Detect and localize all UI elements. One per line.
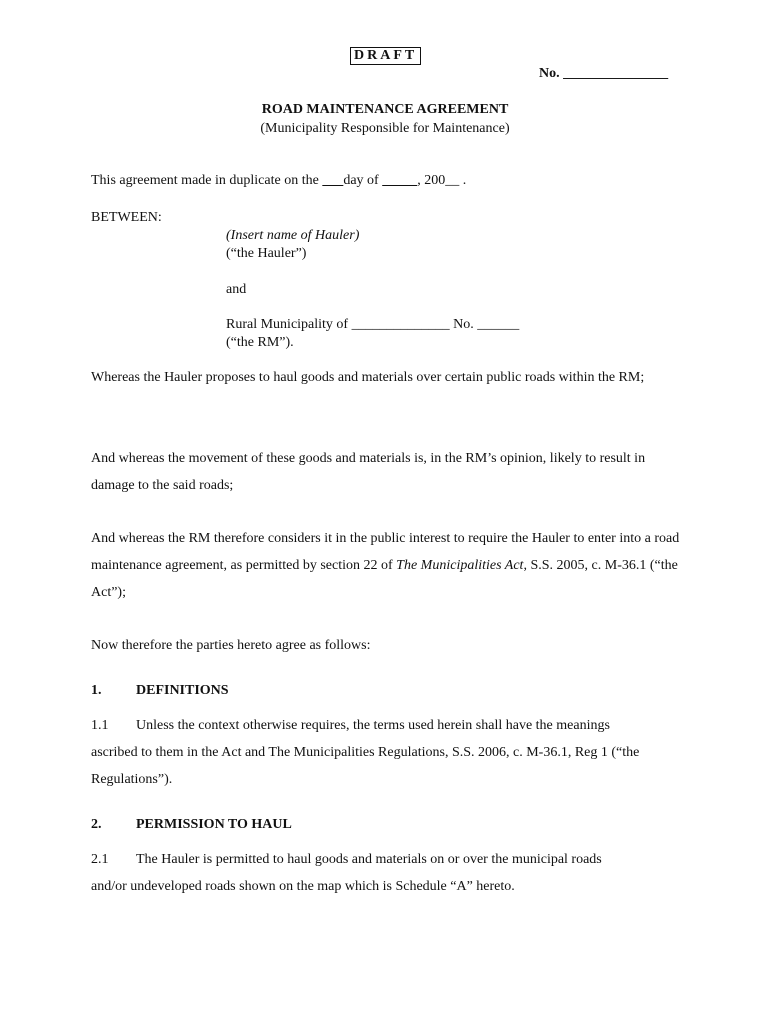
intro-text-a: This agreement made in duplicate on the bbox=[91, 173, 323, 188]
agreement-number: No. _______________ bbox=[539, 66, 669, 81]
whereas-3-a: And whereas the RM therefore considers it in the public interest to require the Hauler to enter into a road maintenance agreement, as permitted by section 22 of bbox=[91, 531, 680, 573]
section-2-number: 2. bbox=[91, 817, 102, 832]
section-1-title: DEFINITIONS bbox=[136, 683, 229, 698]
between-label: BETWEEN: bbox=[91, 210, 162, 225]
intro-text-c: , 200__ . bbox=[417, 173, 467, 188]
clause-2-1-number: 2.1 bbox=[91, 852, 109, 867]
now-therefore: Now therefore the parties hereto agree as follows: bbox=[91, 638, 371, 653]
day-blank bbox=[322, 173, 343, 188]
intro-line bbox=[91, 173, 466, 189]
whereas-1: Whereas the Hauler proposes to haul goods and materials over certain public roads within the RM; bbox=[91, 370, 645, 385]
municipalities-act: The Municipalities Act bbox=[396, 558, 524, 573]
hauler-name: (Insert name of Hauler) bbox=[226, 228, 360, 243]
intro-text-b: day of bbox=[343, 173, 383, 188]
hauler-alias: (“the Hauler”) bbox=[226, 246, 307, 261]
document-subtitle: (Municipality Responsible for Maintenance) bbox=[260, 121, 510, 136]
whereas-2: And whereas the movement of these goods and materials is, in the RM’s opinion, likely to result in damage to the said roads; bbox=[91, 451, 646, 493]
and-label: and bbox=[226, 282, 247, 297]
clause-1-1-rest: ascribed to them in the Act and The Municipalities Regulations, S.S. 2006, c. M-36.1, Reg 1 (“the Regulations”). bbox=[91, 745, 640, 787]
section-2-title: PERMISSION TO HAUL bbox=[136, 817, 292, 832]
document-title: ROAD MAINTENANCE AGREEMENT bbox=[261, 102, 509, 117]
clause-1-1-number: 1.1 bbox=[91, 718, 109, 733]
whereas-3 bbox=[91, 525, 681, 606]
whereas-3-b: , S.S. 2005, c. M-36.1 (“the Act”); bbox=[91, 558, 678, 600]
clause-2-1-first-line: The Hauler is permitted to haul goods and materials on or over the municipal roads bbox=[136, 852, 602, 867]
rm-alias: (“the RM”). bbox=[226, 335, 294, 350]
clause-1-1-first-line: Unless the context otherwise requires, the terms used herein shall have the meanings bbox=[136, 718, 610, 733]
month-blank bbox=[382, 173, 417, 188]
rm-name: Rural Municipality of ______________ No. ______ bbox=[226, 317, 520, 332]
draft-stamp: DRAFT bbox=[350, 47, 421, 65]
section-1-number: 1. bbox=[91, 683, 102, 698]
clause-2-1-rest: and/or undeveloped roads shown on the map which is Schedule “A” hereto. bbox=[91, 879, 515, 894]
